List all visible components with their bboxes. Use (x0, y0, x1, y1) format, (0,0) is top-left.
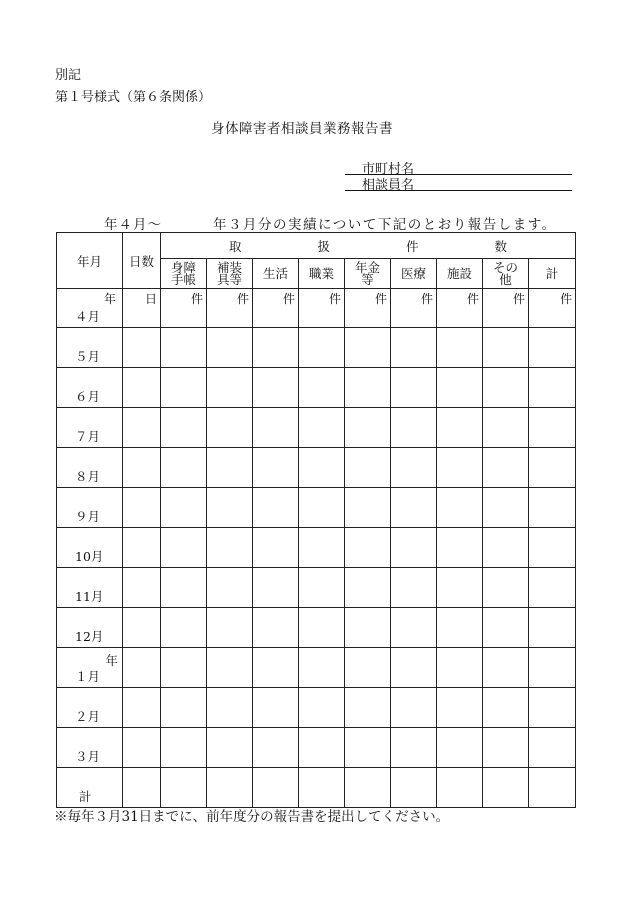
data-cell[interactable] (483, 728, 529, 768)
data-cell[interactable] (253, 448, 299, 488)
unit-count: 件 (466, 292, 479, 306)
table-row (57, 648, 576, 688)
data-cell[interactable] (123, 408, 161, 448)
data-cell[interactable] (123, 448, 161, 488)
unit-day: 日 (144, 292, 157, 306)
unit-count: 件 (560, 292, 573, 306)
data-cell[interactable] (437, 728, 483, 768)
data-cell[interactable] (123, 328, 161, 368)
table-row (57, 448, 576, 488)
month-cell (57, 648, 123, 688)
data-cell[interactable] (161, 528, 207, 568)
data-cell[interactable] (391, 608, 437, 648)
header-category-line1: 施設 (446, 265, 472, 281)
table-row (57, 728, 576, 768)
data-cell[interactable] (391, 728, 437, 768)
month-cell (57, 728, 123, 768)
data-cell[interactable] (345, 328, 391, 368)
header-category (529, 259, 576, 289)
header-category (437, 259, 483, 289)
unit-count: 件 (420, 292, 433, 306)
data-cell[interactable] (391, 488, 437, 528)
table-row (57, 408, 576, 448)
data-cell[interactable] (437, 448, 483, 488)
month-label: ６月 (75, 389, 101, 404)
counselor-label: 相談員名 (362, 178, 415, 193)
month-label: 11月 (75, 589, 104, 604)
unit-count: 件 (328, 292, 341, 306)
data-cell[interactable] (299, 528, 345, 568)
data-cell[interactable] (253, 608, 299, 648)
table-row (57, 488, 576, 528)
month-cell (57, 408, 123, 448)
data-cell[interactable] (207, 688, 253, 728)
data-cell[interactable] (437, 328, 483, 368)
data-cell[interactable] (437, 528, 483, 568)
data-cell[interactable] (253, 568, 299, 608)
data-cell[interactable] (345, 528, 391, 568)
data-cell[interactable] (299, 688, 345, 728)
header-category (207, 259, 253, 289)
month-label: 12月 (75, 629, 104, 644)
data-cell[interactable] (437, 608, 483, 648)
month-cell (57, 328, 123, 368)
month-label: ２月 (75, 709, 101, 724)
data-cell[interactable] (529, 528, 576, 568)
data-cell[interactable] (529, 768, 576, 808)
data-cell[interactable] (345, 568, 391, 608)
data-cell[interactable] (207, 568, 253, 608)
data-cell[interactable] (437, 488, 483, 528)
data-cell[interactable] (123, 368, 161, 408)
data-cell[interactable] (123, 608, 161, 648)
data-cell[interactable] (161, 408, 207, 448)
data-cell[interactable] (391, 648, 437, 688)
data-cell[interactable] (437, 648, 483, 688)
data-cell[interactable] (207, 408, 253, 448)
data-cell[interactable] (391, 768, 437, 808)
month-label: ７月 (75, 429, 101, 444)
month-cell (57, 448, 123, 488)
data-cell[interactable] (253, 328, 299, 368)
data-cell[interactable] (299, 448, 345, 488)
data-cell[interactable] (483, 608, 529, 648)
data-cell[interactable] (437, 768, 483, 808)
month-label: 10月 (75, 549, 104, 564)
data-cell[interactable] (529, 728, 576, 768)
data-cell[interactable] (391, 328, 437, 368)
month-label: ８月 (75, 469, 101, 484)
total-row (57, 768, 576, 808)
header-category-line1: 医療 (400, 265, 426, 281)
unit-cell-count (483, 289, 529, 328)
header-category (161, 259, 207, 289)
data-cell[interactable] (253, 768, 299, 808)
data-cell[interactable] (299, 328, 345, 368)
data-cell[interactable] (299, 488, 345, 528)
data-cell[interactable] (123, 648, 161, 688)
data-cell[interactable] (299, 728, 345, 768)
data-cell[interactable] (345, 408, 391, 448)
month-label: ９月 (75, 509, 101, 524)
header-category (483, 259, 529, 289)
month-cell (57, 528, 123, 568)
data-cell[interactable] (483, 408, 529, 448)
header-case-char: 扱 (317, 238, 331, 254)
data-cell[interactable] (391, 448, 437, 488)
data-cell[interactable] (529, 408, 576, 448)
unit-cell-count (437, 289, 483, 328)
data-cell[interactable] (161, 328, 207, 368)
data-cell[interactable] (529, 328, 576, 368)
year-marker: 年 (105, 653, 118, 668)
month-cell (57, 488, 123, 528)
header-category-line1: 補装 (216, 259, 242, 275)
month-label: ５月 (75, 349, 101, 364)
data-cell[interactable] (345, 768, 391, 808)
intro-text: 年３月分の実績について下記のとおり報告します。 (213, 217, 557, 233)
data-cell[interactable] (529, 648, 576, 688)
data-cell[interactable] (483, 768, 529, 808)
data-cell[interactable] (207, 768, 253, 808)
data-cell[interactable] (483, 688, 529, 728)
data-cell[interactable] (391, 408, 437, 448)
intro-start: 年４月～ (104, 217, 162, 233)
total-label: 計 (79, 789, 92, 804)
footnote: ※毎年３月31日までに、前年度分の報告書を提出してください。 (54, 809, 450, 825)
unit-count: 件 (190, 292, 203, 306)
data-cell[interactable] (253, 408, 299, 448)
month-cell (57, 568, 123, 608)
unit-cell-count (345, 289, 391, 328)
page-title: 身体障害者相談員業務報告書 (211, 121, 393, 137)
data-cell[interactable] (161, 368, 207, 408)
unit-cell-count (529, 289, 576, 328)
table-row (57, 328, 576, 368)
unit-count: 件 (512, 292, 525, 306)
header-category (299, 259, 345, 289)
data-cell[interactable] (299, 608, 345, 648)
header-category-line2: 具等 (216, 271, 242, 287)
appendix-label: 別記 (55, 68, 82, 83)
unit-count: 件 (236, 292, 249, 306)
data-cell[interactable] (483, 488, 529, 528)
data-cell[interactable] (345, 448, 391, 488)
data-cell[interactable] (299, 768, 345, 808)
data-cell[interactable] (123, 728, 161, 768)
month-cell (57, 608, 123, 648)
data-cell[interactable] (437, 688, 483, 728)
data-cell[interactable] (207, 608, 253, 648)
header-category-line1: その (492, 259, 518, 275)
month-label: ３月 (75, 749, 101, 764)
unit-count: 件 (282, 292, 295, 306)
table-row (57, 688, 576, 728)
unit-cell-count (391, 289, 437, 328)
data-cell[interactable] (437, 368, 483, 408)
unit-cell-count (161, 289, 207, 328)
header-case-char: 件 (406, 238, 419, 254)
data-cell[interactable] (207, 448, 253, 488)
month-label: ４月 (75, 309, 101, 324)
header-category-line1: 生活 (262, 265, 288, 281)
data-cell[interactable] (529, 688, 576, 728)
data-cell[interactable] (483, 328, 529, 368)
data-cell[interactable] (345, 488, 391, 528)
total-cell (57, 768, 123, 808)
month-label: １月 (75, 669, 101, 684)
data-cell[interactable] (161, 608, 207, 648)
data-cell[interactable] (391, 368, 437, 408)
header-case-count (161, 233, 576, 259)
unit-cell-count (253, 289, 299, 328)
table-row (57, 568, 576, 608)
data-cell[interactable] (161, 448, 207, 488)
table-row (57, 368, 576, 408)
data-cell[interactable] (123, 688, 161, 728)
unit-year: 年 (103, 292, 116, 306)
unit-count: 件 (374, 292, 387, 306)
month-cell (57, 688, 123, 728)
data-cell[interactable] (207, 648, 253, 688)
header-days: 日数 (123, 233, 161, 289)
data-cell[interactable] (345, 688, 391, 728)
data-cell[interactable] (123, 768, 161, 808)
data-cell[interactable] (299, 408, 345, 448)
unit-cell-count (299, 289, 345, 328)
data-cell[interactable] (161, 688, 207, 728)
data-cell[interactable] (483, 648, 529, 688)
header-case-char: 数 (494, 238, 508, 254)
unit-cell-day (123, 289, 161, 328)
form-number-label: 第１号様式（第６条関係） (55, 90, 212, 105)
data-cell[interactable] (529, 608, 576, 648)
data-cell[interactable] (207, 528, 253, 568)
header-category (391, 259, 437, 289)
report-table (56, 232, 576, 808)
data-cell[interactable] (161, 768, 207, 808)
data-cell[interactable] (345, 368, 391, 408)
data-cell[interactable] (253, 648, 299, 688)
data-cell[interactable] (529, 448, 576, 488)
data-cell[interactable] (299, 568, 345, 608)
data-cell[interactable] (299, 648, 345, 688)
data-cell[interactable] (529, 368, 576, 408)
header-category-line2: 他 (499, 271, 512, 287)
data-cell[interactable] (345, 728, 391, 768)
data-cell[interactable] (437, 408, 483, 448)
table-row (57, 608, 576, 648)
data-cell[interactable] (207, 368, 253, 408)
data-cell[interactable] (299, 368, 345, 408)
data-cell[interactable] (123, 528, 161, 568)
header-category-line1: 計 (545, 265, 559, 281)
data-cell[interactable] (253, 728, 299, 768)
header-category-line1: 職業 (308, 265, 334, 281)
header-category-line1: 年金 (354, 259, 380, 275)
counselor-field[interactable] (345, 190, 572, 191)
data-cell[interactable] (529, 488, 576, 528)
municipality-label: 市町村名 (362, 162, 415, 177)
header-category-line2: 手帳 (170, 271, 196, 287)
data-cell[interactable] (391, 528, 437, 568)
data-cell[interactable] (123, 568, 161, 608)
data-cell[interactable] (253, 488, 299, 528)
header-category (253, 259, 299, 289)
header-category (345, 259, 391, 289)
header-category-line1: 身障 (170, 259, 196, 275)
unit-cell-count (207, 289, 253, 328)
data-cell[interactable] (483, 368, 529, 408)
header-month: 年月 (57, 233, 123, 289)
data-cell[interactable] (161, 488, 207, 528)
data-cell[interactable] (161, 728, 207, 768)
data-cell[interactable] (483, 568, 529, 608)
data-cell[interactable] (253, 688, 299, 728)
data-cell[interactable] (161, 568, 207, 608)
data-cell[interactable] (207, 728, 253, 768)
data-cell[interactable] (391, 568, 437, 608)
table-row (57, 528, 576, 568)
data-cell[interactable] (253, 368, 299, 408)
data-cell[interactable] (529, 568, 576, 608)
data-cell[interactable] (207, 328, 253, 368)
data-cell[interactable] (437, 568, 483, 608)
data-cell[interactable] (483, 448, 529, 488)
data-cell[interactable] (345, 608, 391, 648)
header-category-line2: 等 (361, 271, 374, 287)
data-cell[interactable] (391, 688, 437, 728)
data-cell[interactable] (345, 648, 391, 688)
data-cell[interactable] (207, 488, 253, 528)
month-cell (57, 368, 123, 408)
data-cell[interactable] (253, 528, 299, 568)
data-cell[interactable] (161, 648, 207, 688)
data-cell[interactable] (483, 528, 529, 568)
unit-cell-year (57, 289, 123, 328)
header-case-char: 取 (229, 238, 242, 254)
data-cell[interactable] (123, 488, 161, 528)
